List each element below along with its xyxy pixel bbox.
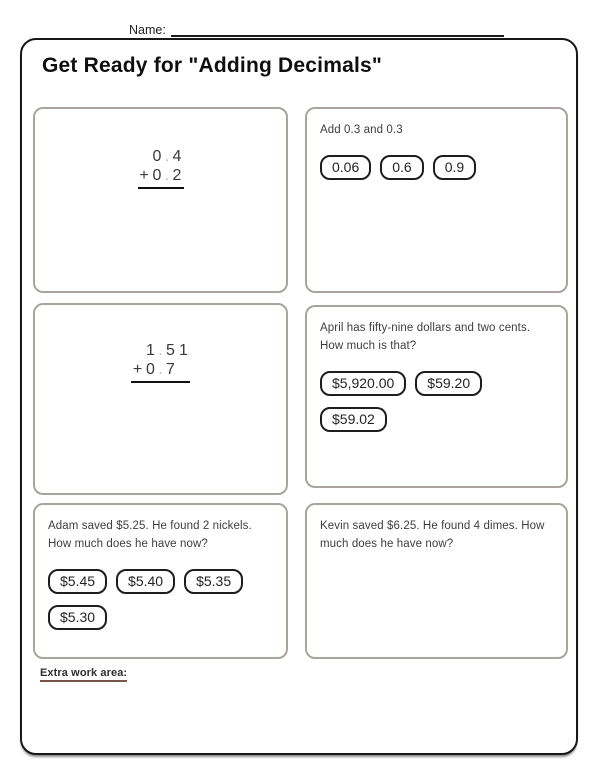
answer-choice-pill[interactable]: $5,920.00 xyxy=(320,371,406,396)
problem-question: Kevin saved $6.25. He found 4 dimes. How much does he have now? xyxy=(320,520,545,550)
problem-box-5 xyxy=(33,503,288,659)
name-row xyxy=(129,19,504,37)
answer-choice-pill[interactable]: 0.06 xyxy=(320,155,371,180)
extra-work-label: Extra work area: xyxy=(40,667,127,682)
problem-question: Adam saved $5.25. He found 2 nickels. How much does he have now? xyxy=(48,520,252,550)
answer-choice-pill[interactable]: $5.35 xyxy=(184,569,243,594)
problem-box-2 xyxy=(305,107,568,293)
answer-choice-pill[interactable]: $59.20 xyxy=(415,371,482,396)
vertical-addition-problem-2: 1 . 5 1 + 0 . 7 xyxy=(131,341,190,383)
answer-choice-pill[interactable]: $5.30 xyxy=(48,605,107,630)
answer-choices xyxy=(320,371,553,432)
answer-choice-pill[interactable]: $59.02 xyxy=(320,407,387,432)
problem-box-3 xyxy=(33,303,288,495)
page-title: Get Ready for "Adding Decimals" xyxy=(42,54,383,77)
answer-choice-pill[interactable]: $5.45 xyxy=(48,569,107,594)
answer-choice-pill[interactable]: 0.6 xyxy=(380,155,423,180)
answer-choices xyxy=(320,155,553,180)
answer-choice-pill[interactable]: $5.40 xyxy=(116,569,175,594)
problem-question: April has fifty-nine dollars and two cents. How much is that? xyxy=(320,322,531,352)
name-input-line[interactable] xyxy=(171,22,504,37)
answer-choice-pill[interactable]: 0.9 xyxy=(433,155,476,180)
answer-choices xyxy=(48,569,273,630)
vertical-addition-problem-1: 0 . 4 + 0 . 2 xyxy=(138,147,184,189)
problem-box-6 xyxy=(305,503,568,659)
problem-question: Add 0.3 and 0.3 xyxy=(320,124,403,136)
name-label: Name: xyxy=(129,23,166,37)
problem-box-1 xyxy=(33,107,288,293)
problem-box-4 xyxy=(305,305,568,488)
worksheet-container xyxy=(20,38,578,755)
